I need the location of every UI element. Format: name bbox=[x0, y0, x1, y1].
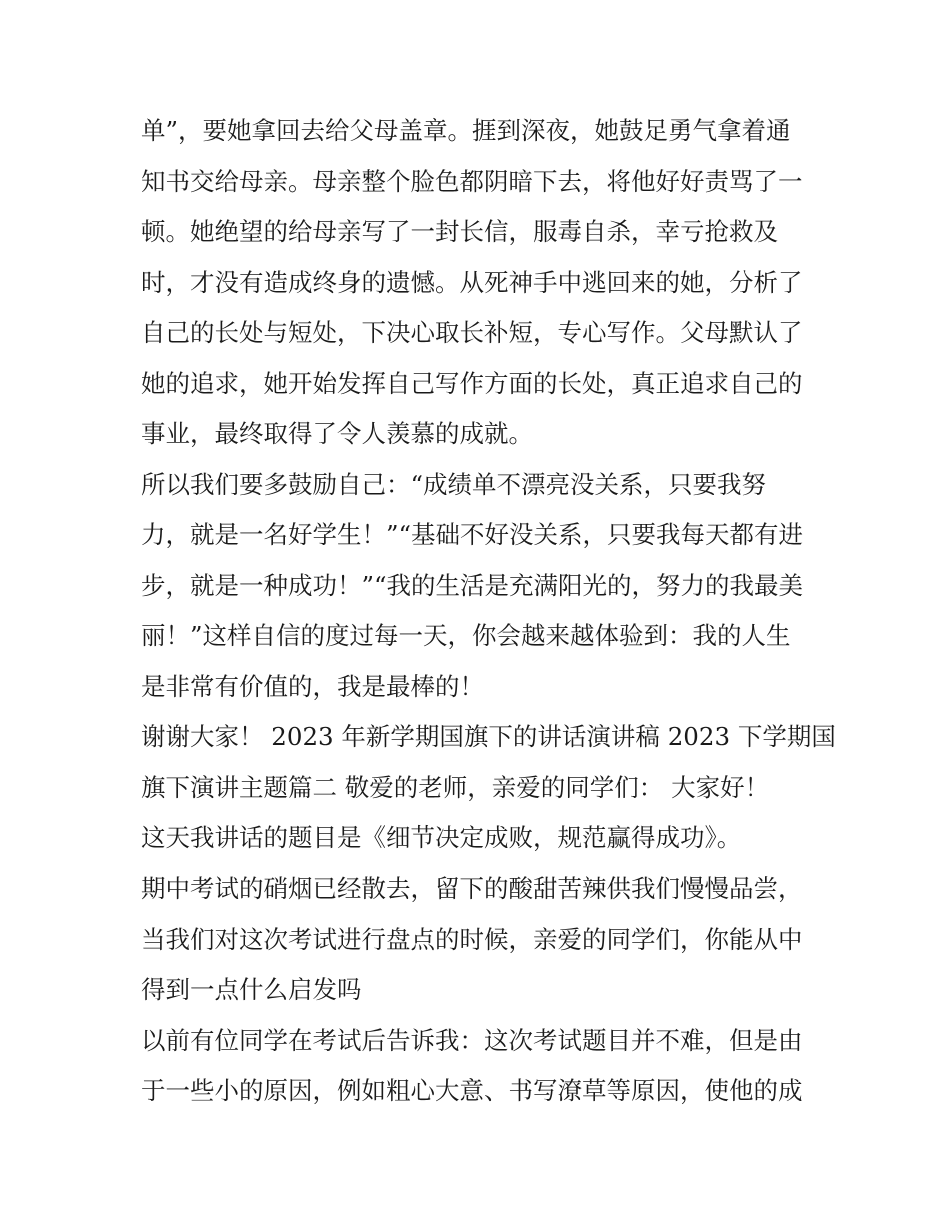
text-line: 得到一点什么启发吗 bbox=[141, 975, 362, 1004]
text-line: 时，才没有造成终身的遗憾。从死神手中逃回来的她，分析了 bbox=[141, 268, 803, 297]
text-line: 顿。她绝望的给母亲写了一封长信，服毒自杀，幸亏抢救及 bbox=[141, 217, 778, 246]
text-line: 谢谢大家！ 2023 年新学期国旗下的讲话演讲稿 2023 下学期国 bbox=[141, 722, 836, 751]
text-line: 期中考试的硝烟已经散去，留下的酸甜苦辣供我们慢慢品尝， bbox=[141, 874, 803, 903]
text-line: 于一些小的原因，例如粗心大意、书写潦草等原因，使他的成 bbox=[141, 1076, 803, 1105]
text-line: 是非常有价值的，我是最棒的！ bbox=[141, 672, 484, 701]
text-line: 以前有位同学在考试后告诉我：这次考试题目并不难，但是由 bbox=[141, 1026, 803, 1055]
text-line: 丽！”这样自信的度过每一天，你会越来越体验到：我的人生 bbox=[141, 621, 791, 650]
text-line: 当我们对这次考试进行盘点的时候，亲爱的同学们，你能从中 bbox=[141, 925, 803, 954]
text-line: 事业，最终取得了令人羡慕的成就。 bbox=[141, 419, 533, 448]
text-line: 步，就是一种成功！”“我的生活是充满阳光的，努力的我最美 bbox=[141, 571, 804, 600]
text-line: 旗下演讲主题篇二 敬爱的老师，亲爱的同学们： 大家好！ bbox=[141, 773, 770, 802]
text-line: 力，就是一名好学生！”“基础不好没关系，只要我每天都有进 bbox=[141, 520, 804, 549]
text-line: 这天我讲话的题目是《细节决定成败，规范赢得成功》。 bbox=[141, 823, 742, 852]
text-line: 所以我们要多鼓励自己：“成绩单不漂亮没关系，只要我努 bbox=[141, 470, 767, 499]
text-line: 知书交给母亲。母亲整个脸色都阴暗下去，将他好好责骂了一 bbox=[141, 167, 803, 196]
text-line: 单”，要她拿回去给父母盖章。捱到深夜，她鼓足勇气拿着通 bbox=[141, 116, 791, 145]
text-line: 自己的长处与短处，下决心取长补短，专心写作。父母默认了 bbox=[141, 318, 803, 347]
text-line: 她的追求，她开始发挥自己写作方面的长处，真正追求自己的 bbox=[141, 369, 803, 398]
